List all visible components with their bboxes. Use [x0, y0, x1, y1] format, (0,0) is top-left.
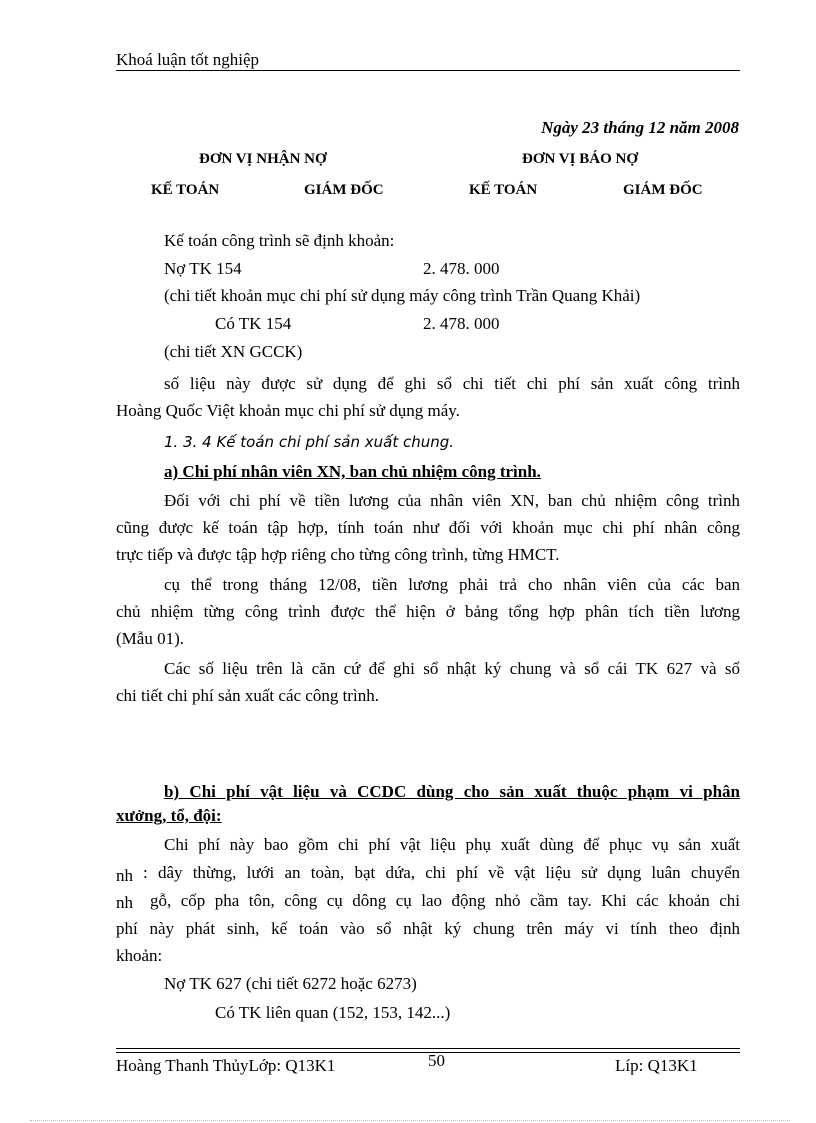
- document-date: Ngày 23 tháng 12 năm 2008: [541, 118, 739, 137]
- paragraph-line: Chi phí này bao gồm chi phí vật liệu phụ xuất dùng để phục vụ sản xuất: [164, 835, 740, 854]
- subheading-b-cont: xưởng, tổ, đội:: [116, 806, 222, 825]
- subheading-b: b) Chi phí vật liệu và CCDC dùng cho sản xuất thuộc phạm vi phân: [164, 782, 740, 801]
- paragraph-line: cụ thể trong tháng 12/08, tiền lương phải trả cho nhân viên của các ban: [164, 575, 740, 594]
- text-fragment: nh: [116, 866, 133, 885]
- section-heading: 1. 3. 4 Kế toán chi phí sản xuất chung.: [164, 433, 455, 451]
- header-rule: [116, 70, 740, 71]
- footer-author: Hoàng Thanh ThủyLớp: Q13K1: [116, 1056, 336, 1075]
- paragraph-line: : dây thừng, lưới an toàn, bạt dứa, chi phí về vật liệu sử dụng luân chuyển: [143, 863, 740, 882]
- paragraph-line: phí này phát sinh, kế toán vào sổ nhật ký chung trên máy vi tính theo định: [116, 919, 740, 938]
- paragraph-line: khoản:: [116, 946, 163, 965]
- unit-report-heading: ĐƠN VỊ BÁO NỢ: [522, 151, 638, 167]
- paragraph-line: cũng được kế toán tập hợp, tính toán như đối với khoản mục chi phí nhân công: [116, 518, 740, 537]
- credit-detail: (chi tiết XN GCCK): [164, 342, 303, 361]
- paragraph-line: Các số liệu trên là căn cứ để ghi sổ nhật ký chung và sổ cái TK 627 và sổ: [164, 659, 740, 678]
- entry2-credit: Có TK liên quan (152, 153, 142...): [215, 1003, 451, 1022]
- accountant-label-1: KẾ TOÁN: [151, 182, 220, 198]
- paragraph-line: chi tiết chi phí sản xuất các công trình.: [116, 686, 379, 705]
- accountant-label-2: KẾ TOÁN: [469, 182, 538, 198]
- entry-intro: Kế toán công trình sẽ định khoản:: [164, 231, 395, 250]
- paragraph-line: gỗ, cốp pha tôn, công cụ dông cụ lao động nhỏ cầm tay. Khi các khoản chi: [150, 891, 740, 910]
- header-title: Khoá luận tốt nghiệp: [116, 50, 260, 69]
- paragraph-line: (Mẫu 01).: [116, 629, 184, 648]
- paragraph-line: số liệu này được sử dụng để ghi sổ chi tiết chi phí sản xuất công trình: [164, 374, 740, 393]
- debit-detail: (chi tiết khoản mục chi phí sử dụng máy công trình Trần Quang Khải): [164, 286, 641, 305]
- credit-amount: 2. 478. 000: [423, 314, 500, 333]
- director-label-1: GIÁM ĐỐC: [304, 182, 384, 198]
- text-fragment: nh: [116, 893, 133, 912]
- footer-class: Líp: Q13K1: [615, 1056, 698, 1075]
- debit-account: Nợ TK 154: [164, 259, 242, 278]
- paragraph-line: Đối với chi phí về tiền lương của nhân viên XN, ban chủ nhiệm công trình: [164, 491, 740, 510]
- paragraph-line: chủ nhiệm từng công trình được thể hiện ở bảng tổng hợp phân tích tiền lương: [116, 602, 740, 621]
- paragraph-line: Hoàng Quốc Việt khoản mục chi phí sử dụng máy.: [116, 401, 460, 420]
- paragraph-line: trực tiếp và được tập hợp riêng cho từng công trình, từng HMCT.: [116, 545, 560, 564]
- page-edge: [30, 1120, 790, 1121]
- credit-account: Có TK 154: [215, 314, 292, 333]
- footer-rule: [116, 1048, 740, 1049]
- subheading-a: a) Chi phí nhân viên XN, ban chủ nhiệm công trình.: [164, 462, 541, 481]
- unit-receive-heading: ĐƠN VỊ NHẬN NỢ: [199, 151, 327, 167]
- entry2-debit: Nợ TK 627 (chi tiết 6272 hoặc 6273): [164, 974, 417, 993]
- page-number: 50: [428, 1051, 445, 1070]
- director-label-2: GIÁM ĐỐC: [623, 182, 703, 198]
- debit-amount: 2. 478. 000: [423, 259, 500, 278]
